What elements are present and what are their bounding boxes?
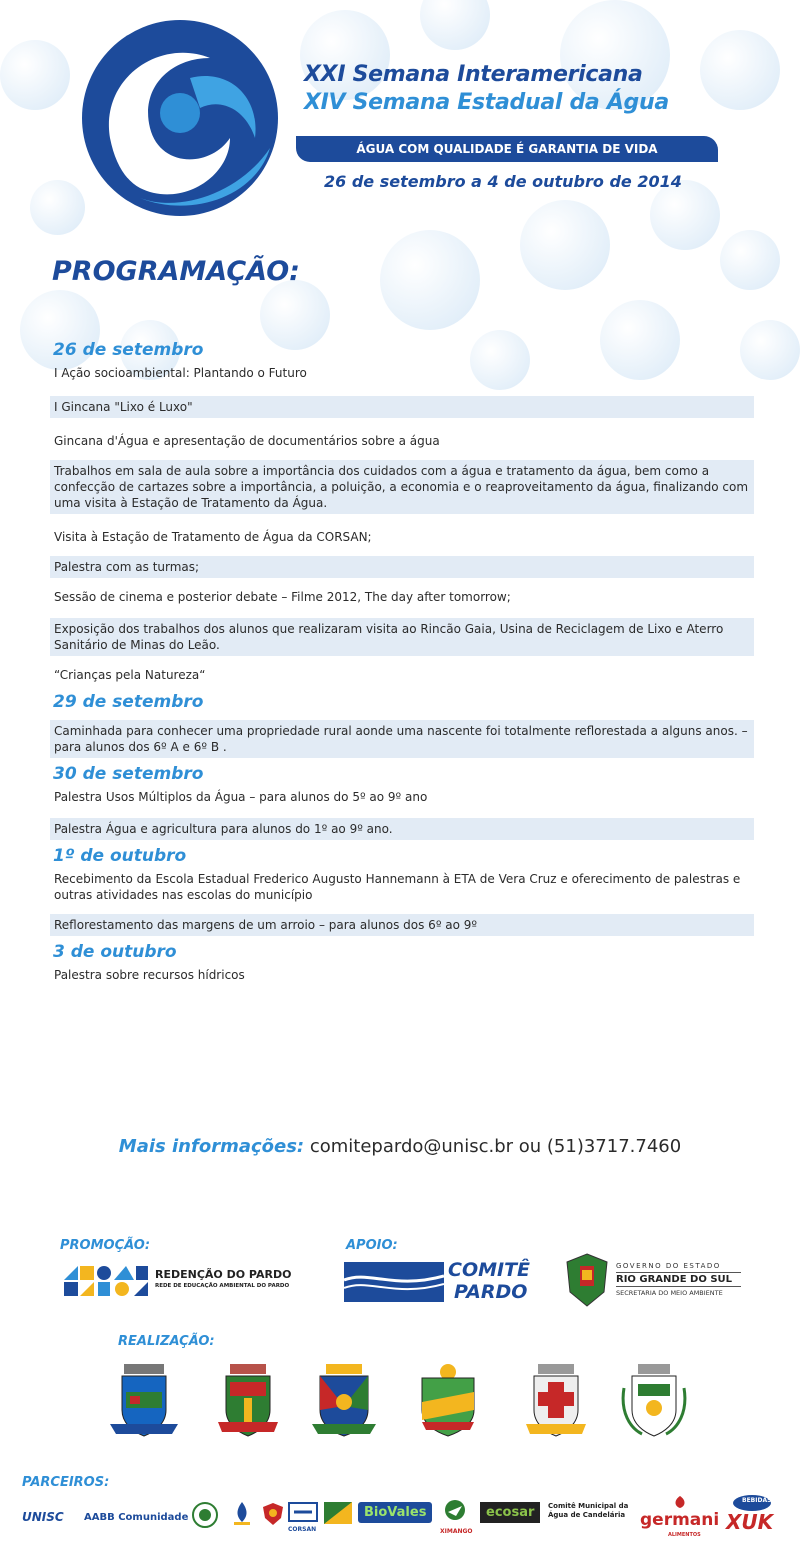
partner-unisc: UNISC <box>22 1510 64 1524</box>
corsan-icon <box>288 1502 318 1524</box>
crest-icon <box>214 1362 282 1442</box>
redencao-name: REDENÇÃO DO PARDO <box>155 1268 292 1281</box>
rs-coat-of-arms-icon <box>562 1252 612 1308</box>
program-item: Palestra com as turmas; <box>50 556 754 578</box>
program-item: Visita à Estação de Tratamento de Água da CORSAN; <box>54 530 372 544</box>
section-apoio: APOIO: <box>346 1238 398 1253</box>
day-block <box>50 340 754 686</box>
redencao-logo-icon <box>64 1260 150 1300</box>
program-content <box>50 340 754 986</box>
program-item: Reflorestamento das margens de um arroio – para alunos dos 6º ao 9º <box>50 914 754 936</box>
partner-germani-sub: ALIMENTOS <box>668 1532 701 1538</box>
partner-ximango: XIMANGO <box>440 1528 473 1535</box>
program-item: I Ação socioambiental: Plantando o Futuro <box>54 366 307 380</box>
contact-details[interactable]: comitepardo@unisc.br ou (51)3717.7460 <box>304 1136 682 1157</box>
program-item: Caminhada para conhecer uma propriedade rural aonde uma nascente foi totalmente reflorestada a alguns anos. – para alunos dos 6º A e 6º B . <box>50 720 754 758</box>
partner-germani: germani <box>640 1510 720 1530</box>
day-heading: 1º de outubro <box>53 846 187 866</box>
day-heading: 30 de setembro <box>53 764 204 784</box>
crest-icon <box>310 1362 378 1442</box>
water-week-logo <box>80 18 280 218</box>
section-realizacao: REALIZAÇÃO: <box>118 1334 215 1349</box>
germani-wheat-icon <box>668 1494 692 1510</box>
partner-ecosar: ecosar <box>480 1502 540 1523</box>
program-item: Palestra sobre recursos hídricos <box>54 968 245 982</box>
comite-line2: PARDO <box>454 1281 528 1303</box>
comite-wave-icon <box>344 1262 444 1302</box>
program-item: Sessão de cinema e posterior debate – Filme 2012, The day after tomorrow; <box>54 590 511 604</box>
contact-label: Mais informações: <box>118 1136 305 1157</box>
comite-pardo-logo <box>344 1260 534 1304</box>
title-line2: XIV Semana Estadual da Água <box>304 90 669 115</box>
gov-rs-logo <box>616 1262 741 1297</box>
partner-biovales: BioVales <box>358 1502 432 1523</box>
crest-icon <box>414 1362 482 1442</box>
program-item: Trabalhos em sala de aula sobre a importância dos cuidados com a água e tratamento da água, bem como a confecção de cartazes sobre a importância, a poluição, a economia e o reaproveitamento da água, finalizando com uma visita à Estação de Tratamento da Água. <box>50 460 754 514</box>
day-block <box>50 692 754 758</box>
partner-comite-municipal: Comitê Municipal da Água de Candelária <box>548 1502 629 1519</box>
day-heading: 29 de setembro <box>53 692 204 712</box>
day-heading: 26 de setembro <box>53 340 204 360</box>
day-block <box>50 846 754 936</box>
program-item: I Gincana "Lixo é Luxo" <box>50 396 754 418</box>
crest-icon <box>620 1362 688 1442</box>
comite-line1: COMITÊ <box>448 1259 531 1281</box>
contact-info <box>0 1136 800 1157</box>
partner-shield-icon <box>262 1502 284 1526</box>
program-item: Recebimento da Escola Estadual Frederico Augusto Hannemann à ETA de Vera Cruz e oferecimento de palestras e outras atividades nas escolas do município <box>54 872 741 902</box>
municipal-crests <box>110 1362 700 1446</box>
scout-fleur-icon <box>230 1500 254 1530</box>
gov-line3: SECRETARIA DO MEIO AMBIENTE <box>616 1289 723 1297</box>
program-title: PROGRAMAÇÃO: <box>52 256 300 287</box>
day-heading: 3 de outubro <box>53 942 177 962</box>
event-dates: 26 de setembro a 4 de outubro de 2014 <box>324 172 682 191</box>
partner-flag-icon <box>324 1502 352 1524</box>
partner-logos <box>20 1494 790 1546</box>
section-parceiros: PARCEIROS: <box>22 1475 110 1490</box>
section-promocao: PROMOÇÃO: <box>60 1238 151 1253</box>
crest-icon <box>522 1362 590 1442</box>
partner-aabb: AABB Comunidade <box>84 1512 189 1523</box>
day-block <box>50 942 754 986</box>
redencao-subtitle: REDE DE EDUCAÇÃO AMBIENTAL DO PARDO <box>155 1283 290 1289</box>
ximango-bird-icon <box>444 1496 466 1524</box>
title-line1: XXI Semana Interamericana <box>304 62 643 87</box>
program-item: Gincana d'Água e apresentação de documentários sobre a água <box>54 434 440 448</box>
day-block <box>50 764 754 840</box>
gov-line1: GOVERNO DO ESTADO <box>616 1262 721 1270</box>
program-item: Exposição dos trabalhos dos alunos que realizaram visita ao Rincão Gaia, Usina de Reciclagem de Lixo e Aterro Sanitário de Minas do Leão. <box>50 618 754 656</box>
crest-icon <box>110 1362 178 1442</box>
partner-badge-icon <box>192 1502 218 1528</box>
partner-xuk: XUK <box>726 1510 774 1534</box>
program-item: Palestra Usos Múltiplos da Água – para alunos do 5º ao 9º ano <box>54 790 428 804</box>
program-item: Palestra Água e agricultura para alunos do 1º ao 9º ano. <box>50 818 754 840</box>
slogan-banner: ÁGUA COM QUALIDADE É GARANTIA DE VIDA <box>296 136 718 162</box>
partner-corsan: CORSAN <box>288 1526 317 1533</box>
partner-xuk-sub: BEBIDAS <box>742 1497 772 1504</box>
program-item: “Crianças pela Natureza“ <box>54 668 206 682</box>
gov-line2: RIO GRANDE DO SUL <box>616 1272 741 1287</box>
